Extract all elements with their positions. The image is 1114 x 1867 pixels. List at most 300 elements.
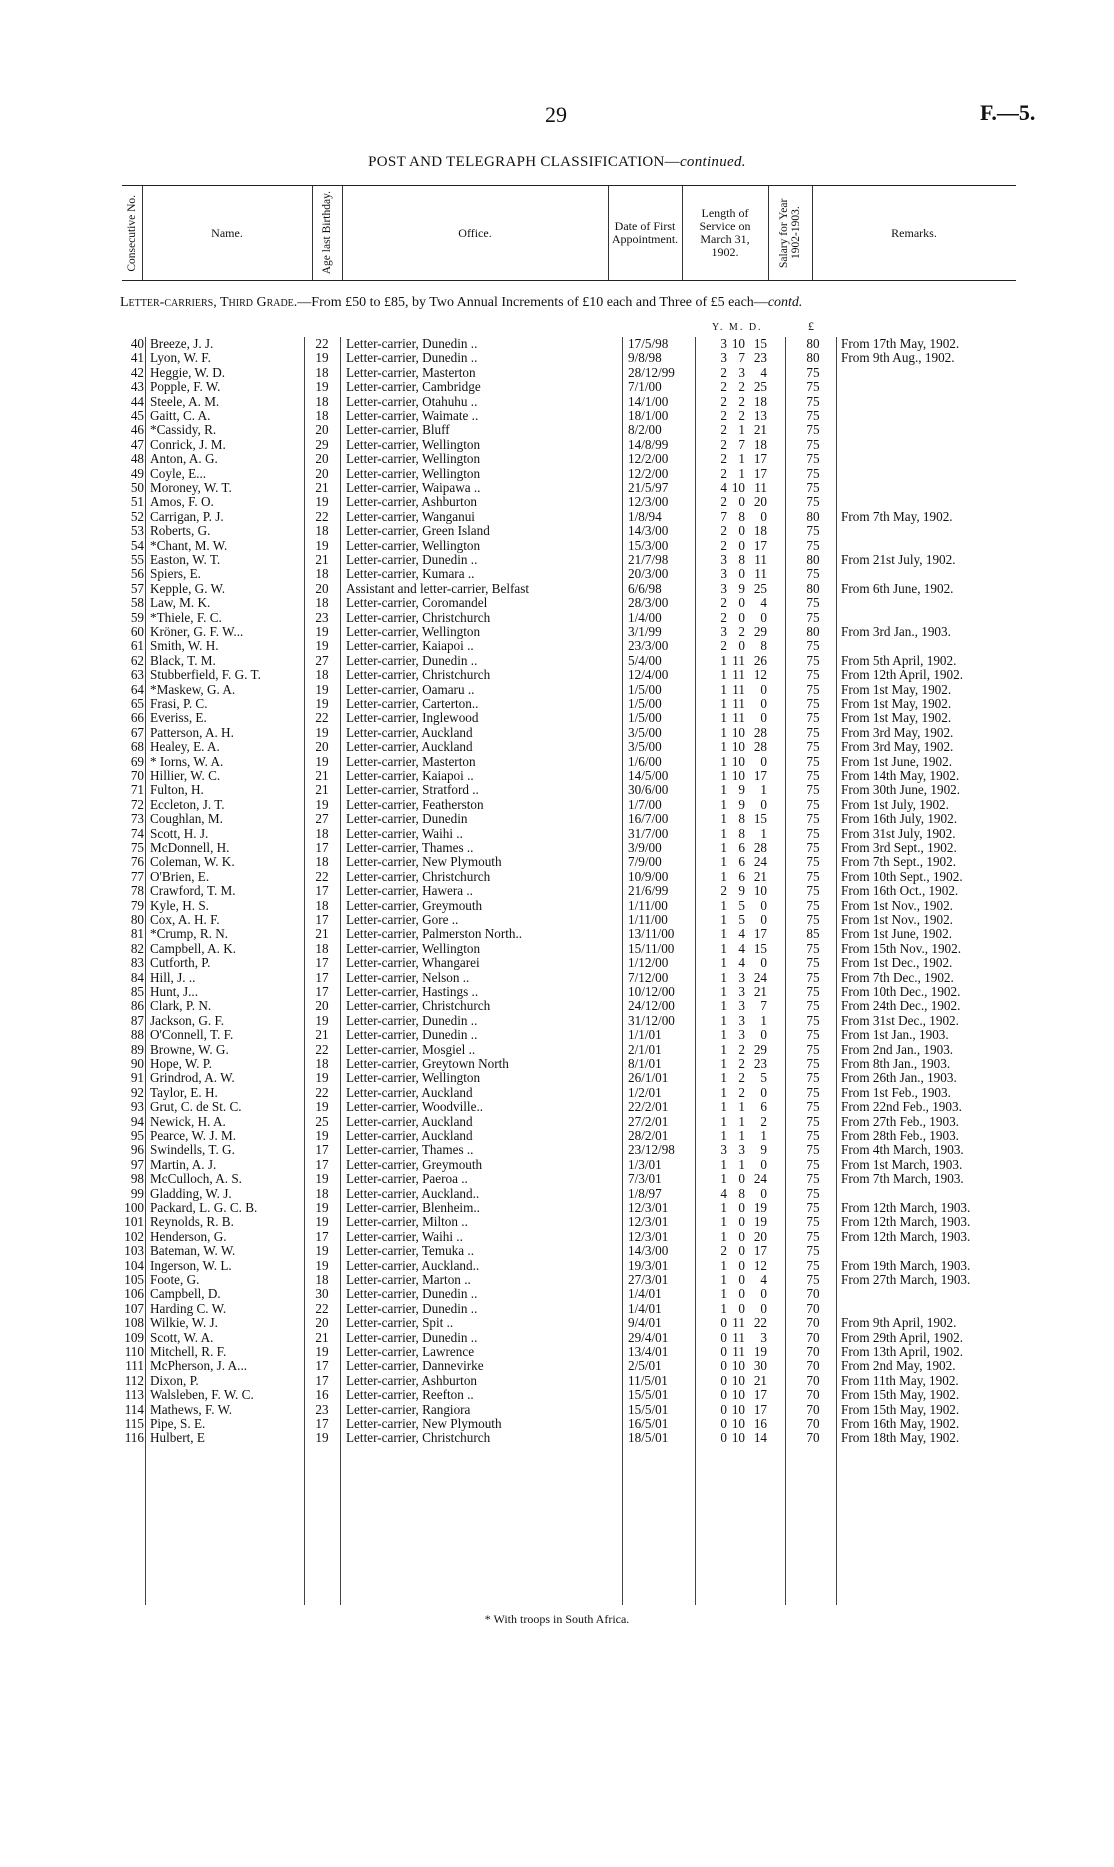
row-office: Letter-carrier, Greymouth	[346, 1157, 483, 1172]
row-date: 9/8/98	[628, 350, 662, 366]
row-number: 100	[124, 1200, 144, 1215]
row-age: 18	[315, 1185, 329, 1201]
row-days: 0	[760, 710, 767, 726]
row-date: 12/3/01	[628, 1214, 669, 1230]
row-years: 0	[720, 1401, 727, 1417]
row-months: 0	[738, 1214, 745, 1230]
row-age: 19	[315, 1214, 329, 1230]
row-months: 10	[731, 739, 745, 755]
row-number: 97	[130, 1156, 144, 1172]
table-row	[0, 1259, 1114, 1273]
row-years: 1	[720, 753, 727, 769]
row-remarks: From 1st June, 1902.	[841, 926, 952, 942]
row-years: 1	[720, 696, 727, 711]
row-years: 2	[720, 523, 727, 539]
row-name: Kepple, G. W.	[150, 581, 226, 596]
row-date: 12/3/01	[628, 1228, 669, 1244]
row-salary: 75	[806, 652, 820, 668]
row-years: 2	[720, 379, 727, 395]
table-row	[0, 942, 1114, 956]
row-office: Letter-carrier, Kaiapoi ..	[346, 769, 474, 783]
row-days: 2	[760, 1113, 767, 1129]
row-salary: 75	[806, 1214, 820, 1230]
row-months: 0	[738, 566, 745, 582]
row-days: 8	[760, 638, 767, 654]
row-name: Spiers, E.	[150, 567, 201, 582]
row-salary: 75	[806, 1070, 820, 1086]
row-name: Coleman, W. K.	[150, 855, 235, 870]
row-months: 8	[738, 825, 745, 841]
row-days: 6	[760, 1099, 767, 1115]
row-months: 2	[738, 393, 745, 409]
row-office: Letter-carrier, Stratford ..	[346, 783, 479, 798]
row-date: 1/2/01	[628, 1084, 662, 1100]
row-days: 0	[760, 955, 767, 971]
row-office: Letter-carrier, Christchurch	[346, 999, 491, 1014]
row-name: Mitchell, R. F.	[150, 1345, 227, 1359]
row-months: 0	[738, 537, 745, 553]
row-office: Letter-carrier, Paeroa ..	[346, 1172, 468, 1187]
row-number: 115	[124, 1416, 144, 1431]
row-salary: 75	[806, 912, 820, 927]
row-date: 1/8/97	[628, 1185, 662, 1201]
row-years: 1	[720, 710, 727, 726]
row-office: Letter-carrier, Dunedin ..	[346, 1028, 478, 1043]
row-date: 21/5/97	[628, 480, 669, 495]
row-days: 13	[753, 408, 767, 423]
row-age: 17	[315, 969, 329, 985]
row-salary: 70	[806, 1430, 820, 1446]
row-number: 72	[130, 796, 144, 812]
row-months: 7	[738, 436, 745, 452]
row-salary: 70	[806, 1401, 820, 1417]
row-months: 5	[738, 897, 745, 913]
table-row	[0, 1028, 1114, 1042]
table-row	[0, 1100, 1114, 1114]
row-years: 2	[720, 595, 727, 611]
row-number: 79	[130, 897, 144, 913]
row-months: 11	[732, 667, 745, 683]
row-age: 19	[315, 796, 329, 812]
row-months: 4	[738, 926, 745, 942]
row-remarks: From 1st June, 1902.	[841, 753, 952, 769]
row-number: 99	[130, 1185, 144, 1201]
row-office: Letter-carrier, Christchurch	[346, 610, 491, 625]
row-salary: 75	[806, 811, 820, 827]
row-office: Letter-carrier, New Plymouth	[346, 1417, 502, 1431]
row-months: 10	[731, 724, 745, 740]
row-days: 28	[753, 739, 767, 755]
row-remarks: From 1st Jan., 1903.	[841, 1027, 949, 1043]
row-years: 0	[720, 1344, 727, 1359]
table-row	[0, 452, 1114, 466]
row-salary: 75	[806, 436, 820, 452]
title-suffix: continued.	[679, 154, 746, 170]
row-age: 18	[315, 940, 329, 956]
table-row	[0, 654, 1114, 668]
row-office: Letter-carrier, Palmerston North..	[346, 927, 523, 942]
row-salary: 75	[806, 422, 820, 438]
row-years: 3	[720, 336, 727, 351]
table-row	[0, 366, 1114, 380]
row-months: 11	[732, 710, 745, 726]
col-age: Age last Birthday.	[321, 191, 333, 275]
row-number: 51	[130, 494, 144, 510]
row-office: Letter-carrier, Rangiora	[346, 1402, 471, 1417]
row-number: 40	[130, 336, 144, 351]
row-date: 12/4/00	[628, 667, 669, 683]
row-age: 22	[315, 1300, 329, 1316]
row-years: 3	[720, 1142, 727, 1158]
row-number: 64	[130, 681, 144, 697]
row-date: 27/2/01	[628, 1113, 669, 1129]
row-months: 0	[738, 638, 745, 654]
row-office: Letter-carrier, Waimate ..	[346, 409, 479, 423]
row-salary: 75	[806, 1156, 820, 1172]
col-name: Name.	[211, 225, 243, 240]
row-salary: 75	[806, 1041, 820, 1057]
row-days: 24	[753, 1171, 767, 1187]
row-office: Letter-carrier, Kumara ..	[346, 567, 475, 582]
row-remarks: From 30th June, 1902.	[841, 782, 961, 798]
row-years: 1	[720, 1084, 727, 1100]
row-number: 46	[130, 422, 144, 438]
row-years: 1	[720, 796, 727, 812]
row-age: 18	[315, 1272, 329, 1287]
row-name: *Thiele, F. C.	[150, 610, 222, 625]
row-salary: 75	[806, 1185, 820, 1201]
row-date: 13/11/00	[628, 926, 675, 942]
row-months: 0	[738, 609, 745, 625]
row-age: 19	[315, 724, 329, 740]
row-number: 52	[130, 508, 144, 524]
row-remarks: From 15th May, 1902.	[841, 1387, 960, 1403]
row-office: Letter-carrier, Auckland	[346, 725, 473, 740]
row-office: Letter-carrier, Temuka ..	[346, 1244, 475, 1259]
row-days: 5	[760, 1070, 767, 1086]
row-days: 19	[753, 1344, 767, 1359]
row-years: 1	[720, 724, 727, 740]
row-name: Cutforth, P.	[150, 956, 211, 971]
row-age: 18	[315, 408, 329, 423]
row-remarks: From 16th July, 1902.	[841, 811, 958, 827]
table-row	[0, 1115, 1114, 1129]
row-remarks: From 27th Feb., 1903.	[841, 1113, 959, 1129]
row-years: 2	[720, 609, 727, 625]
row-age: 22	[315, 868, 329, 884]
row-number: 48	[130, 451, 144, 467]
row-office: Letter-carrier, Dannevirke	[346, 1359, 484, 1374]
row-days: 19	[753, 1200, 767, 1215]
row-salary: 75	[806, 1099, 820, 1115]
row-days: 0	[760, 912, 767, 927]
row-months: 10	[731, 1387, 745, 1403]
row-office: Letter-carrier, Inglewood	[346, 711, 479, 726]
row-days: 4	[760, 364, 767, 380]
row-office: Letter-carrier, Wellington	[346, 941, 481, 956]
row-months: 0	[738, 1300, 745, 1316]
table-row	[0, 956, 1114, 970]
row-name: Easton, W. T.	[150, 553, 221, 567]
row-age: 20	[315, 1315, 329, 1331]
row-age: 20	[315, 451, 329, 467]
row-name: Reynolds, R. B.	[150, 1215, 234, 1230]
row-remarks: From 1st Dec., 1902.	[841, 955, 953, 971]
row-months: 1	[738, 451, 745, 467]
row-date: 1/5/00	[628, 681, 662, 697]
row-days: 18	[753, 523, 767, 539]
row-number: 59	[130, 609, 144, 625]
row-date: 7/9/00	[628, 854, 662, 870]
row-age: 19	[315, 638, 329, 654]
table-row	[0, 625, 1114, 639]
row-salary: 75	[806, 638, 820, 654]
row-office: Assistant and letter-carrier, Belfast	[346, 581, 530, 596]
row-office: Letter-carrier, Dunedin ..	[346, 1301, 478, 1316]
table-row	[0, 1345, 1114, 1359]
row-remarks: From 7th May, 1902.	[841, 508, 953, 524]
row-name: Campbell, D.	[150, 1287, 221, 1302]
row-years: 1	[720, 955, 727, 971]
row-years: 1	[720, 739, 727, 755]
row-remarks: From 3rd Sept., 1902.	[841, 840, 957, 855]
row-age: 19	[315, 1257, 329, 1273]
row-office: Letter-carrier, Wellington	[346, 1071, 481, 1086]
row-days: 28	[753, 724, 767, 740]
row-salary: 75	[806, 1113, 820, 1129]
row-years: 1	[720, 652, 727, 668]
row-date: 31/12/00	[628, 1012, 675, 1028]
table-row	[0, 639, 1114, 653]
row-name: Steele, A. M.	[150, 394, 220, 409]
row-remarks: From 2nd May, 1902.	[841, 1358, 956, 1374]
col-length: Length of Service on March 31, 1902.	[699, 206, 751, 259]
row-date: 23/12/98	[628, 1142, 675, 1158]
row-salary: 75	[806, 1142, 820, 1158]
row-age: 19	[315, 1099, 329, 1115]
section-heading	[120, 295, 1030, 311]
row-date: 3/5/00	[628, 739, 662, 755]
row-date: 14/5/00	[628, 768, 669, 783]
row-name: Hunt, J...	[150, 985, 198, 999]
row-months: 8	[738, 508, 745, 524]
row-name: McDonnell, H.	[150, 841, 230, 855]
row-number: 76	[130, 854, 144, 870]
row-years: 1	[720, 1228, 727, 1244]
row-remarks: From 27th March, 1903.	[841, 1272, 971, 1287]
row-date: 2/1/01	[628, 1041, 662, 1057]
row-remarks: From 31st Dec., 1902.	[841, 1012, 959, 1028]
table-row	[0, 1417, 1114, 1431]
row-age: 19	[315, 1171, 329, 1187]
row-age: 20	[315, 422, 329, 438]
row-name: Ingerson, W. L.	[150, 1258, 232, 1273]
row-name: Lyon, W. F.	[150, 351, 211, 366]
row-years: 1	[720, 984, 727, 999]
row-name: Swindells, T. G.	[150, 1143, 235, 1158]
table-row	[0, 971, 1114, 985]
row-days: 1	[760, 1012, 767, 1028]
row-remarks: From 29th April, 1902.	[841, 1329, 963, 1345]
row-salary: 75	[806, 940, 820, 956]
row-years: 1	[720, 1300, 727, 1316]
row-date: 1/12/00	[628, 955, 669, 971]
row-number: 68	[130, 739, 144, 755]
row-years: 1	[720, 811, 727, 827]
row-number: 85	[130, 984, 144, 999]
row-office: Letter-carrier, Christchurch	[346, 668, 491, 683]
row-office: Letter-carrier, Gore ..	[346, 913, 459, 927]
row-years: 1	[720, 1214, 727, 1230]
row-salary: 75	[806, 739, 820, 755]
row-years: 3	[720, 552, 727, 567]
row-age: 17	[315, 955, 329, 971]
row-days: 1	[760, 825, 767, 841]
table-row	[0, 1331, 1114, 1345]
row-age: 21	[315, 552, 329, 567]
row-date: 1/4/01	[628, 1286, 662, 1302]
row-days: 18	[753, 436, 767, 452]
row-office: Letter-carrier, Waihi ..	[346, 826, 463, 841]
row-salary: 75	[806, 1228, 820, 1244]
table-row	[0, 409, 1114, 423]
row-number: 66	[130, 710, 144, 726]
row-age: 17	[315, 1156, 329, 1172]
row-salary: 70	[806, 1300, 820, 1316]
row-months: 6	[738, 868, 745, 884]
row-age: 27	[315, 811, 329, 827]
table-row	[0, 870, 1114, 884]
row-office: Letter-carrier, Wellington	[346, 625, 481, 639]
row-number: 60	[130, 624, 144, 639]
row-months: 10	[731, 1430, 745, 1446]
row-number: 42	[130, 364, 144, 380]
table-row	[0, 668, 1114, 682]
row-name: Popple, F. W.	[150, 380, 221, 395]
row-years: 2	[720, 537, 727, 553]
table-row	[0, 539, 1114, 553]
row-remarks: From 1st Feb., 1903.	[841, 1084, 951, 1100]
row-days: 17	[753, 537, 767, 553]
row-salary: 70	[806, 1372, 820, 1388]
row-office: Letter-carrier, Masterton	[346, 754, 476, 769]
row-years: 2	[720, 883, 727, 899]
row-salary: 75	[806, 782, 820, 798]
row-office: Letter-carrier, Ashburton	[346, 1373, 478, 1388]
row-office: Letter-carrier, Featherston	[346, 797, 484, 812]
row-name: Coyle, E...	[150, 466, 207, 481]
row-salary: 75	[806, 480, 820, 495]
row-age: 19	[315, 1430, 329, 1446]
row-number: 67	[130, 724, 144, 740]
row-days: 9	[760, 1142, 767, 1158]
row-days: 7	[760, 998, 767, 1014]
row-number: 98	[130, 1171, 144, 1187]
table-row	[0, 1071, 1114, 1085]
row-years: 1	[720, 1171, 727, 1187]
row-months: 10	[731, 1358, 745, 1374]
table-row	[0, 711, 1114, 725]
row-remarks: From 1st May, 1902.	[841, 681, 952, 697]
row-months: 1	[738, 422, 745, 438]
row-days: 10	[753, 883, 767, 899]
table-row	[0, 495, 1114, 509]
row-days: 1	[760, 1128, 767, 1143]
row-age: 18	[315, 364, 329, 380]
col-remarks: Remarks.	[891, 225, 937, 240]
row-name: Law, M. K.	[150, 596, 211, 611]
table-row	[0, 582, 1114, 596]
row-months: 2	[738, 379, 745, 395]
table-row	[0, 1043, 1114, 1057]
row-age: 21	[315, 480, 329, 495]
row-days: 19	[753, 1214, 767, 1230]
row-salary: 75	[806, 364, 820, 380]
row-months: 10	[731, 1416, 745, 1431]
row-age: 20	[315, 580, 329, 596]
row-salary: 75	[806, 969, 820, 985]
row-number: 82	[130, 940, 144, 956]
row-days: 18	[753, 393, 767, 409]
row-years: 0	[720, 1372, 727, 1388]
row-date: 8/2/00	[628, 422, 662, 438]
table-row	[0, 1143, 1114, 1157]
table-row	[0, 683, 1114, 697]
row-age: 30	[315, 1286, 329, 1302]
row-number: 47	[130, 436, 144, 452]
row-number: 87	[130, 1012, 144, 1028]
row-date: 1/1/01	[628, 1027, 662, 1043]
row-remarks: From 18th May, 1902.	[841, 1430, 960, 1446]
table-row	[0, 1230, 1114, 1244]
row-name: Crawford, T. M.	[150, 884, 236, 899]
table-row	[0, 1158, 1114, 1172]
row-salary: 75	[806, 537, 820, 553]
row-remarks: From 7th Dec., 1902.	[841, 969, 954, 985]
row-name: Mathews, F. W.	[150, 1402, 233, 1417]
row-age: 18	[315, 1056, 329, 1071]
row-salary: 75	[806, 1200, 820, 1215]
row-age: 19	[315, 1070, 329, 1086]
units-ymd: Y. M. D.	[712, 322, 763, 333]
row-number: 41	[130, 350, 144, 366]
table-row	[0, 1201, 1114, 1215]
row-office: Letter-carrier, Thames ..	[346, 841, 474, 855]
row-days: 17	[753, 465, 767, 481]
row-age: 21	[315, 768, 329, 783]
row-salary: 75	[806, 609, 820, 625]
row-remarks: From 10th Sept., 1902.	[841, 868, 963, 884]
row-salary: 75	[806, 998, 820, 1014]
row-months: 1	[738, 1099, 745, 1115]
row-salary: 70	[806, 1329, 820, 1345]
row-salary: 75	[806, 523, 820, 539]
row-office: Letter-carrier, Auckland..	[346, 1258, 480, 1273]
row-years: 1	[720, 1099, 727, 1115]
row-name: Hill, J. ..	[150, 970, 196, 985]
row-office: Letter-carrier, Carterton..	[346, 697, 479, 711]
row-days: 0	[760, 1185, 767, 1201]
row-years: 0	[720, 1358, 727, 1374]
row-date: 29/4/01	[628, 1329, 669, 1345]
row-months: 6	[738, 854, 745, 870]
row-office: Letter-carrier, Dunedin ..	[346, 351, 478, 366]
row-name: Foote, G.	[150, 1273, 200, 1287]
row-months: 10	[731, 1372, 745, 1388]
row-salary: 80	[806, 336, 820, 351]
row-remarks: From 1st May, 1902.	[841, 696, 952, 711]
row-number: 103	[124, 1243, 144, 1259]
